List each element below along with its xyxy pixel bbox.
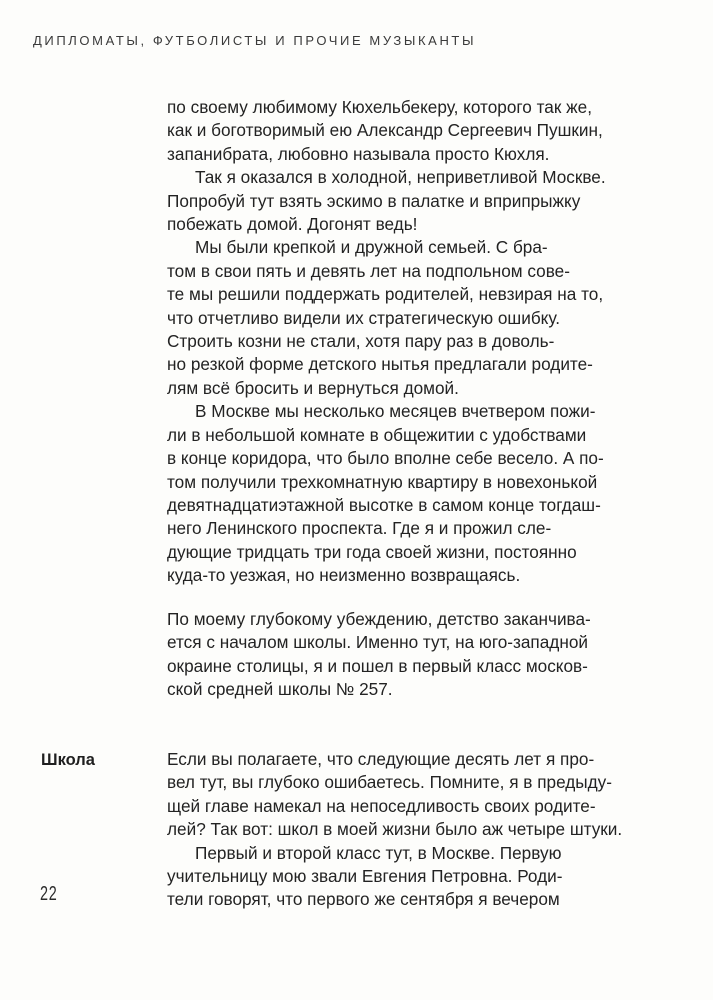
text-line: ется с началом школы. Именно тут, на юго-западной [167, 632, 588, 653]
text-line: по своему любимому Кюхельбекеру, которого так же, [167, 97, 592, 117]
text-line: Попробуй тут взять эскимо в палатке и вприпрыжку [167, 190, 581, 211]
text-line: дующие тридцать три года своей жизни, постоянно [167, 541, 577, 562]
text-line: лям всё бросить и вернуться домой. [167, 377, 459, 398]
text-line: лей? Так вот: школ в моей жизни было аж четыре штуки. [167, 819, 623, 840]
text-line: запанибрата, любовно называла просто Кюхля. [167, 143, 550, 164]
text-line: но резкой форме детского нытья предлагали родите- [167, 354, 593, 375]
text-line: в конце коридора, что было вполне себе весело. А по- [167, 448, 604, 469]
text-block-continuation [167, 96, 707, 588]
text-block-school-intro [167, 608, 707, 702]
text-line: ли в небольшой комнате в общежитии с удобствами [167, 424, 587, 445]
text-line: побежать домой. Догонят ведь! [167, 214, 418, 235]
text-line: В Москве мы несколько месяцев вчетвером пожи- [195, 401, 596, 422]
text-line: как и боготворимый ею Александр Сергеевич Пушкин, [167, 120, 603, 141]
page-number: 22 [40, 883, 58, 905]
text-line: том в свои пять и девять лет на подпольном сове- [167, 260, 570, 281]
text-line: По моему глубокому убеждению, детство заканчива- [167, 609, 591, 629]
text-line: тели говорят, что первого же сентября я вечером [167, 889, 560, 910]
running-head: ДИПЛОМАТЫ, ФУТБОЛИСТЫ И ПРОЧИЕ МУЗЫКАНТЫ [33, 33, 477, 48]
text-line: ской средней школы № 257. [167, 679, 393, 700]
section-heading: Школа [41, 751, 95, 769]
text-line: него Ленинского проспекта. Где я и прожил сле- [167, 518, 552, 539]
text-line: том получили трехкомнатную квартиру в новехонькой [167, 471, 598, 492]
text-line: Строить козни не стали, хотя пару раз в доволь- [167, 331, 555, 352]
text-line: девятнадцатиэтажной высотке в самом конце тогдаш- [167, 494, 601, 515]
text-line: щей главе намекал на непоседливость своих родите- [167, 795, 596, 816]
text-line: Первый и второй класс тут, в Москве. Первую [195, 842, 562, 863]
text-line: вел тут, вы глубоко ошибаетесь. Помните, я в предыду- [167, 772, 612, 793]
text-line: что отчетливо видели их стратегическую ошибку. [167, 307, 561, 328]
text-line: Мы были крепкой и дружной семьей. С бра- [195, 237, 548, 258]
text-line: Так я оказался в холодной, неприветливой Москве. [195, 167, 606, 188]
text-line: учительницу мою звали Евгения Петровна. Роди- [167, 866, 563, 887]
text-line: те мы решили поддержать родителей, невзирая на то, [167, 284, 604, 305]
text-line: Если вы полагаете, что следующие десять лет я про- [167, 749, 595, 769]
text-block-school-section [167, 748, 707, 912]
text-line: куда-то уезжая, но неизменно возвращаясь. [167, 565, 521, 586]
text-line: окраине столицы, я и пошел в первый класс москов- [167, 655, 588, 676]
